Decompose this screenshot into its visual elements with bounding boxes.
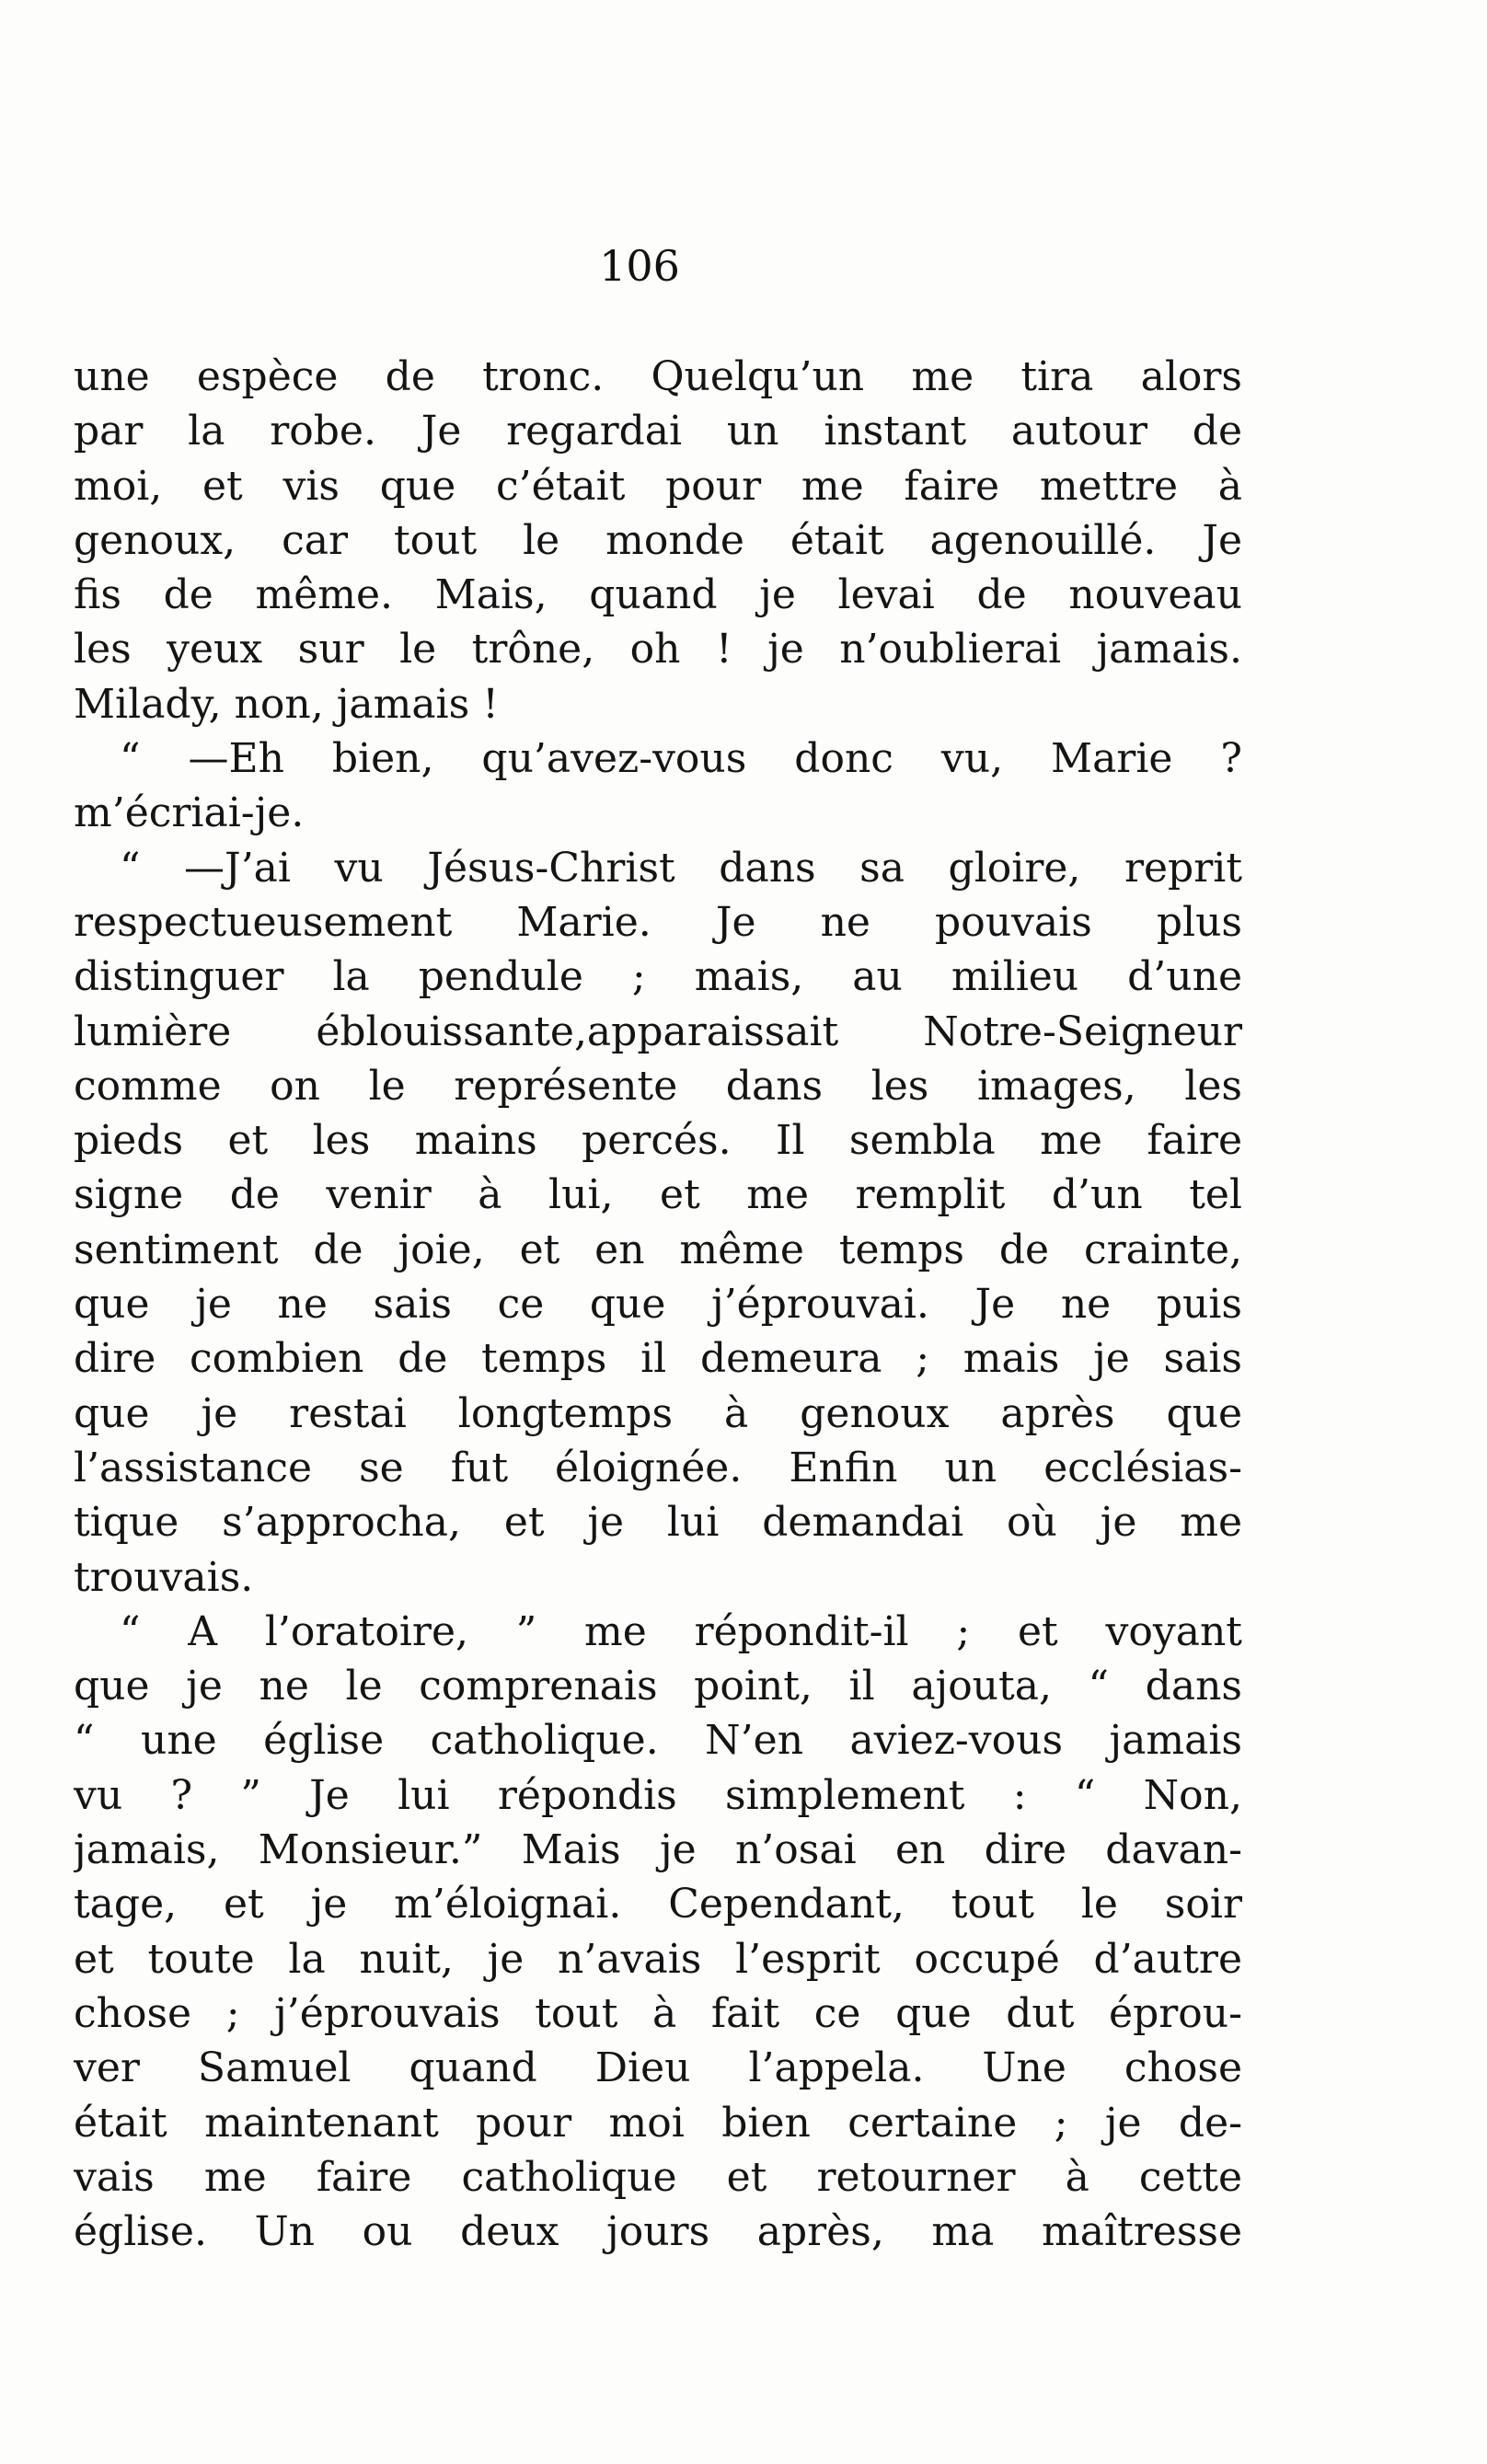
text-line: et toute la nuit, je n’avais l’esprit occupé d’autre [74, 1935, 1242, 1983]
text-line: église. Un ou deux jours après, ma maîtresse [74, 2208, 1242, 2256]
text-line: que je ne sais ce que j’éprouvai. Je ne puis [74, 1281, 1242, 1329]
text-line: que je ne le comprenais point, il ajouta, “ dans [74, 1663, 1242, 1710]
text-line: trouvais. [74, 1553, 254, 1601]
text-line: respectueusement Marie. Je ne pouvais plus [74, 898, 1242, 946]
text-line: jamais, Monsieur.” Mais je n’osai en dire davan- [74, 1826, 1242, 1874]
text-line: dire combien de temps il demeura ; mais je sais [74, 1335, 1242, 1383]
text-line: distinguer la pendule ; mais, au milieu d’une [74, 953, 1242, 1001]
body-text [74, 350, 1242, 2259]
text-line: ver Samuel quand Dieu l’appela. Une chose [74, 2044, 1242, 2092]
text-line: “ —J’ai vu Jésus-Christ dans sa gloire, reprit [120, 844, 1242, 892]
text-line: chose ; j’éprouvais tout à fait ce que dut éprou- [74, 1989, 1242, 2037]
page-number: 106 [599, 241, 680, 291]
text-line: les yeux sur le trône, oh ! je n’oublierai jamais. [74, 626, 1242, 674]
text-line: moi, et vis que c’était pour me faire mettre à [74, 462, 1242, 510]
text-line: tique s’approcha, et je lui demandai où je me [74, 1499, 1242, 1547]
text-line: lumière éblouissante,apparaissait Notre-Seigneur [74, 1007, 1242, 1055]
text-line: genoux, car tout le monde était agenouillé. Je [74, 516, 1242, 564]
text-line: “ A l’oratoire, ” me répondit-il ; et voyant [120, 1607, 1242, 1655]
text-line: comme on le représente dans les images, les [74, 1062, 1242, 1110]
text-line: était maintenant pour moi bien certaine ; je de- [74, 2099, 1242, 2147]
text-line: vais me faire catholique et retourner à cette [74, 2153, 1242, 2201]
text-line: m’écriai-je. [74, 789, 305, 837]
text-line: sentiment de joie, et en même temps de crainte, [74, 1226, 1242, 1273]
text-line: par la robe. Je regardai un instant autour de [74, 408, 1242, 455]
text-line: Milady, non, jamais ! [74, 680, 499, 728]
text-line: “ —Eh bien, qu’avez-vous donc vu, Marie ? [120, 735, 1242, 783]
text-line: “ une église catholique. N’en aviez-vous jamais [74, 1717, 1242, 1765]
text-line: signe de venir à lui, et me remplit d’un tel [74, 1171, 1242, 1219]
text-line: l’assistance se fut éloignée. Enfin un ecclésias- [74, 1444, 1242, 1491]
text-line: fis de même. Mais, quand je levai de nouveau [74, 571, 1242, 619]
text-line: une espèce de tronc. Quelqu’un me tira alors [74, 353, 1242, 400]
text-line: tage, et je m’éloignai. Cependant, tout le soir [74, 1881, 1242, 1929]
text-line: que je restai longtemps à genoux après que [74, 1389, 1242, 1437]
text-line: pieds et les mains percés. Il sembla me faire [74, 1117, 1242, 1165]
text-line: vu ? ” Je lui répondis simplement : “ Non, [74, 1771, 1242, 1819]
